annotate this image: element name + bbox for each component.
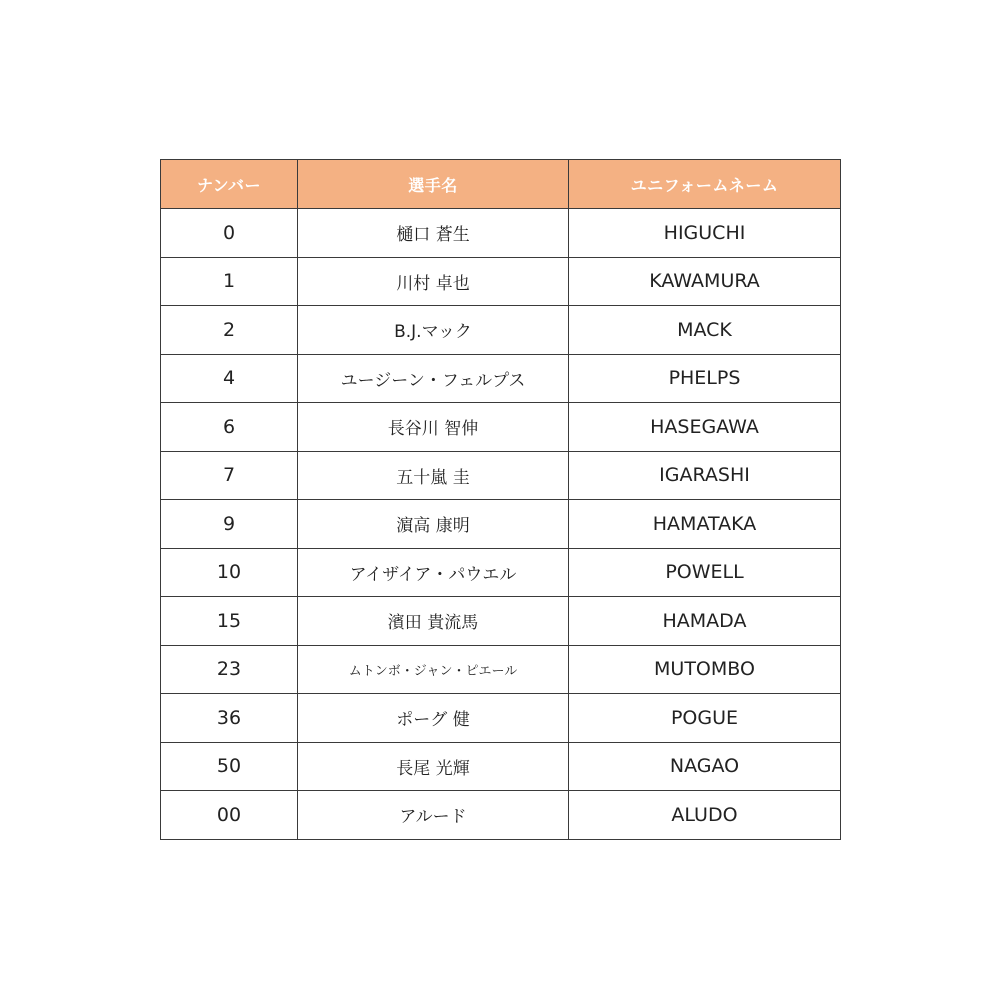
table-row: [161, 548, 841, 597]
name-cell: ユージーン・フェルプス: [298, 354, 569, 403]
number-cell: 15: [161, 597, 298, 646]
number-cell: 7: [161, 451, 298, 500]
table-row: [161, 742, 841, 791]
table-row: [161, 306, 841, 355]
uniform-cell: MUTOMBO: [569, 645, 841, 694]
header-number: ナンバー: [161, 160, 298, 209]
table-row: [161, 403, 841, 452]
uniform-cell: IGARASHI: [569, 451, 841, 500]
roster-table: [160, 159, 841, 840]
uniform-cell: HAMATAKA: [569, 500, 841, 549]
table-row: [161, 257, 841, 306]
number-cell: 9: [161, 500, 298, 549]
name-cell: 長尾 光輝: [298, 742, 569, 791]
table-row: [161, 500, 841, 549]
number-cell: 0: [161, 209, 298, 258]
header-player-name: 選手名: [298, 160, 569, 209]
table-body: [161, 209, 841, 840]
uniform-cell: ALUDO: [569, 791, 841, 840]
header-row: [161, 160, 841, 209]
uniform-cell: POWELL: [569, 548, 841, 597]
table-header: [161, 160, 841, 209]
table-row: [161, 354, 841, 403]
name-cell: 長谷川 智伸: [298, 403, 569, 452]
uniform-cell: HAMADA: [569, 597, 841, 646]
header-uniform-name: ユニフォームネーム: [569, 160, 841, 209]
name-cell: ムトンボ・ジャン・ピエール: [298, 645, 569, 694]
uniform-cell: KAWAMURA: [569, 257, 841, 306]
name-cell: 川村 卓也: [298, 257, 569, 306]
uniform-cell: PHELPS: [569, 354, 841, 403]
name-cell: 五十嵐 圭: [298, 451, 569, 500]
name-cell: ポーグ 健: [298, 694, 569, 743]
number-cell: 1: [161, 257, 298, 306]
name-cell: アイザイア・パウエル: [298, 548, 569, 597]
number-cell: 6: [161, 403, 298, 452]
number-cell: 2: [161, 306, 298, 355]
number-cell: 10: [161, 548, 298, 597]
number-cell: 00: [161, 791, 298, 840]
number-cell: 23: [161, 645, 298, 694]
uniform-cell: NAGAO: [569, 742, 841, 791]
uniform-cell: HASEGAWA: [569, 403, 841, 452]
name-cell: B.J.マック: [298, 306, 569, 355]
uniform-cell: POGUE: [569, 694, 841, 743]
table-row: [161, 645, 841, 694]
table-row: [161, 209, 841, 258]
table-row: [161, 451, 841, 500]
name-cell: アルード: [298, 791, 569, 840]
uniform-cell: MACK: [569, 306, 841, 355]
uniform-cell: HIGUCHI: [569, 209, 841, 258]
name-cell: 濵高 康明: [298, 500, 569, 549]
name-cell: 濱田 貴流馬: [298, 597, 569, 646]
table-row: [161, 791, 841, 840]
number-cell: 36: [161, 694, 298, 743]
table-row: [161, 694, 841, 743]
name-cell: 樋口 蒼生: [298, 209, 569, 258]
table-row: [161, 597, 841, 646]
number-cell: 50: [161, 742, 298, 791]
number-cell: 4: [161, 354, 298, 403]
